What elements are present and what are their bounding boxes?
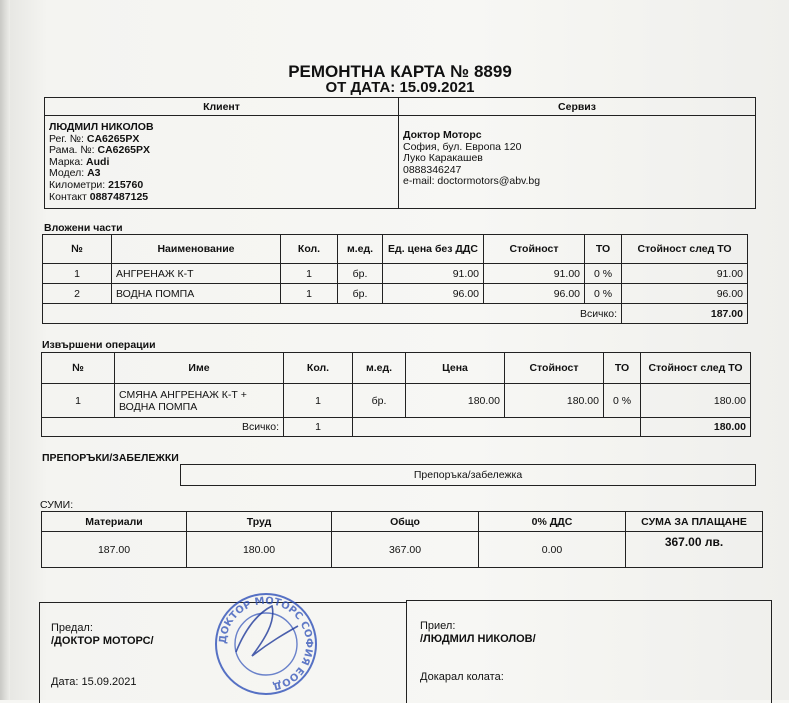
received-block (420, 620, 536, 646)
client-service-table (44, 97, 756, 209)
table-row (42, 384, 751, 418)
sums-table (41, 511, 763, 568)
ops-total-qty: 1 (284, 418, 353, 437)
parts-col-value: Стойност (484, 235, 585, 264)
cell: 0 % (585, 284, 622, 304)
parts-col-price: Ед. цена без ДДС (383, 235, 484, 264)
cell: 0 % (585, 264, 622, 284)
company-stamp (214, 592, 318, 696)
sums-col-payable: СУМА ЗА ПЛАЩАНЕ (626, 512, 763, 532)
operations-table (41, 352, 751, 437)
handed-block (51, 622, 154, 648)
handed-label: Предал: (51, 622, 93, 634)
client-name: ЛЮДМИЛ НИКОЛОВ (49, 121, 154, 133)
ops-col-value-after: Стойност след ТО (641, 353, 751, 384)
cell: 91.00 (484, 264, 585, 284)
document-title: РЕМОНТНА КАРТА № 8899 (288, 62, 512, 81)
service-name: Доктор Моторс (403, 129, 482, 141)
handed-value: /ДОКТОР МОТОРС/ (51, 635, 154, 647)
cell: СМЯНА АНГРЕНАЖ К-Т + ВОДНА ПОМПА (115, 384, 284, 418)
parts-table (42, 234, 748, 324)
service-address: София, бул. Европа 120 (403, 140, 522, 153)
sums-payable-value: 367.00 лв. (626, 532, 763, 568)
ops-col-price: Цена (406, 353, 505, 384)
parts-col-name: Наименование (112, 235, 281, 264)
sums-total-value: 367.00 (332, 532, 479, 568)
cell: бр. (338, 284, 383, 304)
client-make: Марка: Audi (49, 155, 110, 168)
parts-col-value-after: Стойност след ТО (622, 235, 748, 264)
sums-col-vat: 0% ДДС (479, 512, 626, 532)
client-contact: Контакт 0887487125 (49, 190, 149, 203)
service-details (399, 116, 756, 209)
footer-date: Дата: 15.09.2021 (51, 676, 137, 688)
operations-section-label: Извършени операции (42, 339, 156, 351)
cell: 96.00 (622, 284, 748, 304)
parts-total-row (43, 304, 748, 324)
cell: 1 (43, 264, 112, 284)
cell: 1 (284, 384, 353, 418)
client-km: Километри: 215760 (49, 178, 144, 191)
cell: 180.00 (406, 384, 505, 418)
cell: 96.00 (383, 284, 484, 304)
cell: 1 (42, 384, 115, 418)
service-person: Луко Каракашев (403, 152, 483, 165)
cell: 180.00 (505, 384, 604, 418)
service-phone: 0888346247 (403, 163, 462, 176)
ops-col-unit: м.ед. (353, 353, 406, 384)
parts-total-label: Всичко: (43, 304, 622, 324)
ops-col-no: № (42, 353, 115, 384)
table-row (43, 284, 748, 304)
cell: 1 (281, 264, 338, 284)
ops-col-value: Стойност (505, 353, 604, 384)
cell: 96.00 (484, 284, 585, 304)
cell: 180.00 (641, 384, 751, 418)
sums-section-label: СУМИ: (40, 499, 74, 511)
client-model: Модел: A3 (49, 167, 101, 180)
client-header: Клиент (45, 98, 399, 116)
cell: 91.00 (622, 264, 748, 284)
received-box (406, 600, 772, 703)
brought-label: Докарал колата: (420, 671, 504, 683)
ops-total-label: Всичко: (42, 418, 284, 437)
paper-edge (0, 0, 10, 700)
ops-col-to: ТО (604, 353, 641, 384)
recommendations-header: Препоръка/забележка (180, 464, 756, 486)
parts-total-value: 187.00 (622, 304, 748, 324)
service-header: Сервиз (399, 98, 756, 116)
table-row (43, 264, 748, 284)
client-details (45, 116, 399, 209)
document-date: ОТ ДАТА: 15.09.2021 (325, 79, 475, 96)
cell: 2 (43, 284, 112, 304)
recommendations-section-label: ПРЕПОРЪКИ/ЗАБЕЛЕЖКИ (42, 452, 179, 464)
parts-section-label: Вложени части (44, 222, 123, 234)
ops-col-name: Име (115, 353, 284, 384)
cell: ВОДНА ПОМПА (112, 284, 281, 304)
sums-col-labor: Труд (187, 512, 332, 532)
ops-total-spacer (353, 418, 641, 437)
ops-total-row (42, 418, 751, 437)
sums-col-materials: Материали (42, 512, 187, 532)
sums-col-total: Общо (332, 512, 479, 532)
parts-col-to: ТО (585, 235, 622, 264)
cell: бр. (338, 264, 383, 284)
client-reg: Рег. №: CA6265PX (49, 132, 140, 145)
parts-col-qty: Кол. (281, 235, 338, 264)
parts-col-no: № (43, 235, 112, 264)
cell: АНГРЕНАЖ К-Т (112, 264, 281, 284)
client-frame: Рама. №: CA6265PX (49, 144, 151, 157)
cell: бр. (353, 384, 406, 418)
sums-materials-value: 187.00 (42, 532, 187, 568)
parts-col-unit: м.ед. (338, 235, 383, 264)
ops-total-value: 180.00 (641, 418, 751, 437)
received-value: /ЛЮДМИЛ НИКОЛОВ/ (420, 633, 536, 645)
stamp-text: ДОКТОР МОТОРС СОФИЯ ЕООД (217, 595, 315, 692)
cell: 0 % (604, 384, 641, 418)
ops-col-qty: Кол. (284, 353, 353, 384)
cell: 1 (281, 284, 338, 304)
received-label: Приел: (420, 620, 456, 632)
sums-vat-value: 0.00 (479, 532, 626, 568)
sums-labor-value: 180.00 (187, 532, 332, 568)
cell: 91.00 (383, 264, 484, 284)
service-email: e-mail: doctormotors@abv.bg (403, 175, 541, 188)
